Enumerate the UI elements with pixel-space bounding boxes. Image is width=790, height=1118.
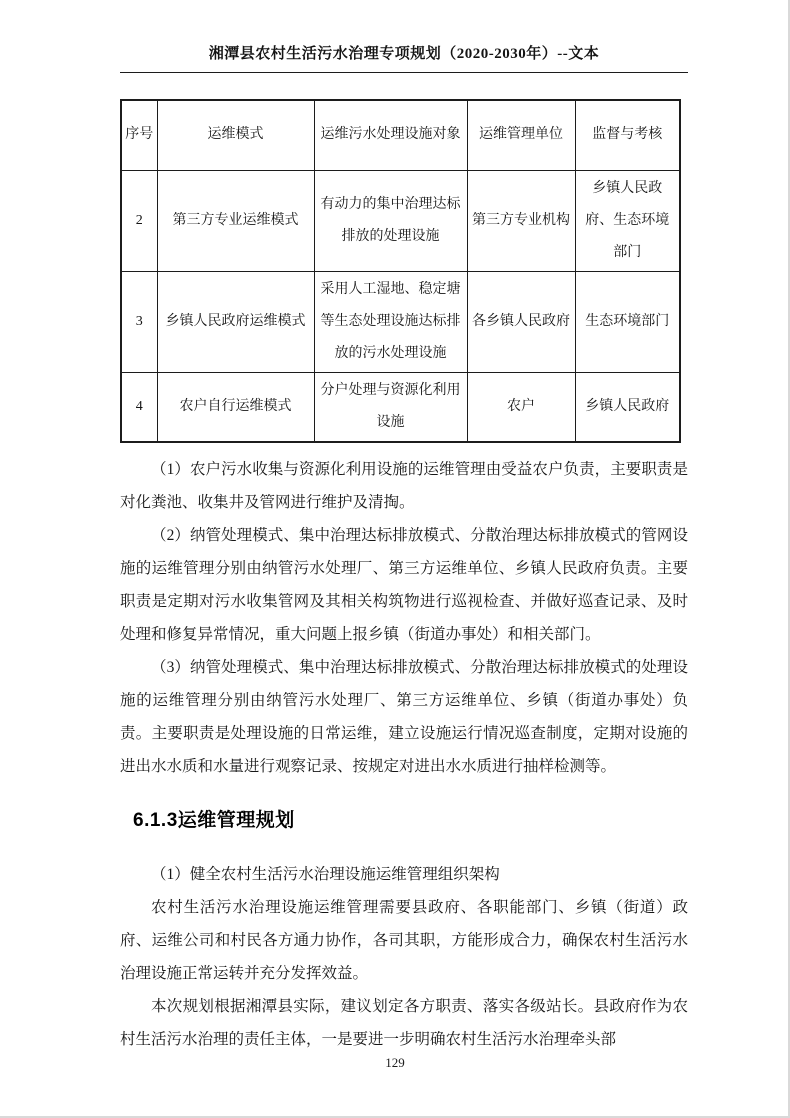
table-header-cell: 监督与考核 <box>575 100 680 170</box>
table-cell: 3 <box>121 271 157 372</box>
table-cell: 第三方专业运维模式 <box>157 170 314 271</box>
table-cell: 第三方专业机构 <box>467 170 575 271</box>
table-cell: 4 <box>121 372 157 442</box>
table-header-cell: 运维污水处理设施对象 <box>314 100 467 170</box>
table-cell: 2 <box>121 170 157 271</box>
paragraph: （1）农户污水收集与资源化利用设施的运维管理由受益农户负责，主要职责是对化粪池、收集井及管网进行维护及清掏。 <box>120 460 688 511</box>
table-cell: 乡镇人民政府 <box>575 372 680 442</box>
table-row <box>121 271 680 372</box>
table-cell: 生态环境部门 <box>575 271 680 372</box>
table-header-cell: 序号 <box>121 100 157 170</box>
table-row <box>121 372 680 442</box>
paragraph: （3）纳管处理模式、集中治理达标排放模式、分散治理达标排放模式的处理设施的运维管理分别由纳管污水处理厂、第三方运维单位、乡镇（街道办事处）负责。主要职责是处理设施的日常运维，建立设施运行情况巡查制度，定期对设施的进出水水质和水量进行观察记录、按规定对进出水水质进行抽样检测等。 <box>120 658 688 775</box>
sub-item-heading: （1）健全农村生活污水治理设施运维管理组织架构 <box>151 865 500 883</box>
table-cell: 乡镇人民政府运维模式 <box>157 271 314 372</box>
section-heading: 6.1.3运维管理规划 <box>133 809 295 831</box>
paragraph: 本次规划根据湘潭县实际，建议划定各方职责、落实各级站长。县政府作为农村生活污水治理的责任主体，一是要进一步明确农村生活污水治理牵头部 <box>120 997 688 1048</box>
operation-maintenance-table <box>120 99 681 443</box>
table-header-cell: 运维管理单位 <box>467 100 575 170</box>
section-body-block <box>120 858 688 1056</box>
table-cell: 分户处理与资源化利用设施 <box>314 372 467 442</box>
table-cell: 采用人工湿地、稳定塘等生态处理设施达标排放的污水处理设施 <box>314 271 467 372</box>
table-row <box>121 170 680 271</box>
document-header-title: 湘潭县农村生活污水治理专项规划（2020-2030年）--文本 <box>120 42 688 73</box>
page-content <box>120 42 688 1056</box>
page-number: 129 <box>385 1055 405 1070</box>
paragraph: 农村生活污水治理设施运维管理需要县政府、各职能部门、乡镇（街道）政府、运维公司和村民各方通力协作，各司其职，方能形成合力，确保农村生活污水治理设施正常运转并充分发挥效益。 <box>120 898 688 982</box>
paragraph: （2）纳管处理模式、集中治理达标排放模式、分散治理达标排放模式的管网设施的运维管理分别由纳管污水处理厂、第三方运维单位、乡镇人民政府负责。主要职责是定期对污水收集管网及其相关构筑物进行巡视检查、并做好巡查记录、及时处理和修复异常情况，重大问题上报乡镇（街道办事处）和相关部门。 <box>120 526 688 643</box>
table-cell: 农户 <box>467 372 575 442</box>
table-cell: 乡镇人民政府、生态环境部门 <box>575 170 680 271</box>
table-cell: 有动力的集中治理达标排放的处理设施 <box>314 170 467 271</box>
table-header-cell: 运维模式 <box>157 100 314 170</box>
table-cell: 农户自行运维模式 <box>157 372 314 442</box>
body-text-block <box>120 453 688 783</box>
table-header-row <box>121 100 680 170</box>
table-cell: 各乡镇人民政府 <box>467 271 575 372</box>
